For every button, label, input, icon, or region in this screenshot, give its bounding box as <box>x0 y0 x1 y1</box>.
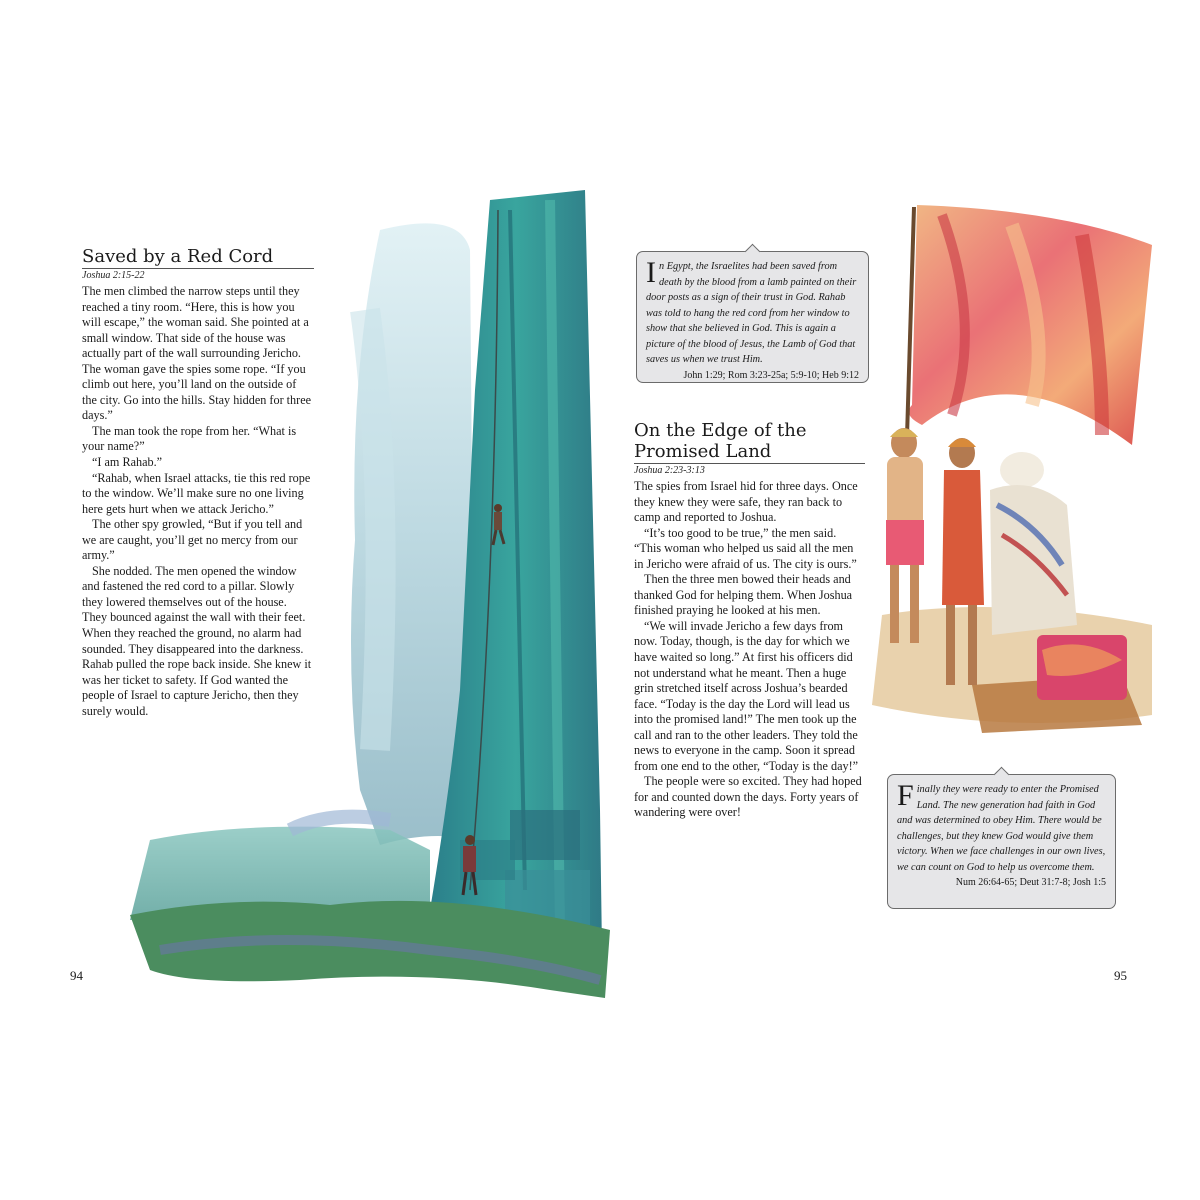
paragraph: The other spy growled, “But if you tell and we are caught, you’ll get no mercy from our army.” <box>82 517 303 563</box>
title-line-2: Promised Land <box>634 441 772 462</box>
sidebar-note-promised-land <box>887 774 1116 909</box>
paragraph: “I am Rahab.” <box>92 455 163 470</box>
story-body <box>634 479 865 821</box>
paragraph: “It’s too good to be true,” the men said. “This woman who helped us said all the men in Jericho were afraid of us. The city is ours.” <box>634 525 857 571</box>
title-line-1: On the Edge of the <box>634 420 807 441</box>
jericho-wall-illustration <box>130 190 610 1005</box>
paragraph: The people were so excited. They had hoped for and counted down the days. Forty years of wandering were over! <box>634 774 862 820</box>
paragraph: “Rahab, when Israel attacks, tie this red rope to the window. We’ll make sure no one living here gets hurt when we attack Jericho.” <box>82 470 311 516</box>
paragraph: The men climbed the narrow steps until they reached a tiny room. “Here, this is how you will escape,” the woman said. She pointed at a small window. That side of the house was actually part of the wall surrounding Jericho. The woman gave the spies some rope. “If you climb out here, you’ll land on the outside of the city. Go into the hills. Stay hidden for three days.” <box>82 284 312 423</box>
paragraph: She nodded. The men opened the window and fastened the red cord to a pillar. Slowly they lowered themselves out of the house. They bounced against the wall with their feet. When they reached the ground, no alarm had sounded. They disappeared into the darkness. Rahab pulled the rope back inside. She knew it was her ticket to safety. If God wanted the people of Israel to capture Jericho, then they surely would. <box>82 563 312 718</box>
sidebar-note-blood-of-lamb <box>636 251 869 383</box>
israelite-spy-left <box>886 428 924 643</box>
note-text: n Egypt, the Israelites had been saved from death by the blood from a lamb painted on their door posts as a sign of their trust in God. Rahab was told to hang the red cord from her window to show that she believed in God. This is again a picture of the blood of Jesus, the Lamb of God that saves us when we trust Him. <box>646 261 857 365</box>
scripture-reference: Joshua 2:15-22 <box>82 270 145 281</box>
paragraph: Then the three men bowed their heads and thanked God for helping them. When Joshua finished praying he looked at his men. <box>634 572 853 618</box>
drop-cap: F <box>897 779 914 812</box>
note-text: inally they were ready to enter the Promised Land. The new generation had faith in God and was determined to obey Him. There would be challenges, but they knew God would give them victory. When we face challenges in our own lives, we can count on God to help us overcome them. <box>897 784 1106 873</box>
story-title-edge-of-promised-land <box>634 420 865 464</box>
drop-cap: I <box>646 256 656 289</box>
note-references: Num 26:64-65; Deut 31:7-8; Josh 1:5 <box>955 877 1106 888</box>
page-number-right: 95 <box>1114 968 1127 983</box>
right-story <box>634 420 865 821</box>
paragraph: The man took the rope from her. “What is your name?” <box>82 423 297 454</box>
story-title-saved-by-red-cord: Saved by a Red Cord <box>82 246 314 269</box>
tent-meeting-illustration <box>862 205 1152 740</box>
box-notch <box>994 767 1010 783</box>
scripture-reference: Joshua 2:23-3:13 <box>634 465 705 476</box>
paragraph: “We will invade Jericho a few days from now. Today, though, is the day for which we have waited so long.” At first his officers did not understand what he meant. Then a huge grin stretched itself across Joshua’s bearded face. “Today is the day the Lord will lead us into the promised land!” The men took up the call and ran to the other leaders. They told the news to everyone in the camp. Soon it spread from one end to the other, “Today is the day!” <box>634 618 859 773</box>
box-notch <box>745 244 761 260</box>
page-number-left: 94 <box>70 968 83 983</box>
note-references: John 1:29; Rom 3:23-25a; 5:9-10; Heb 9:12 <box>683 369 859 381</box>
joshua-seated <box>990 452 1077 635</box>
paragraph: The spies from Israel hid for three days. Once they knew they were safe, they ran back to camp and reported to Joshua. <box>634 479 858 525</box>
